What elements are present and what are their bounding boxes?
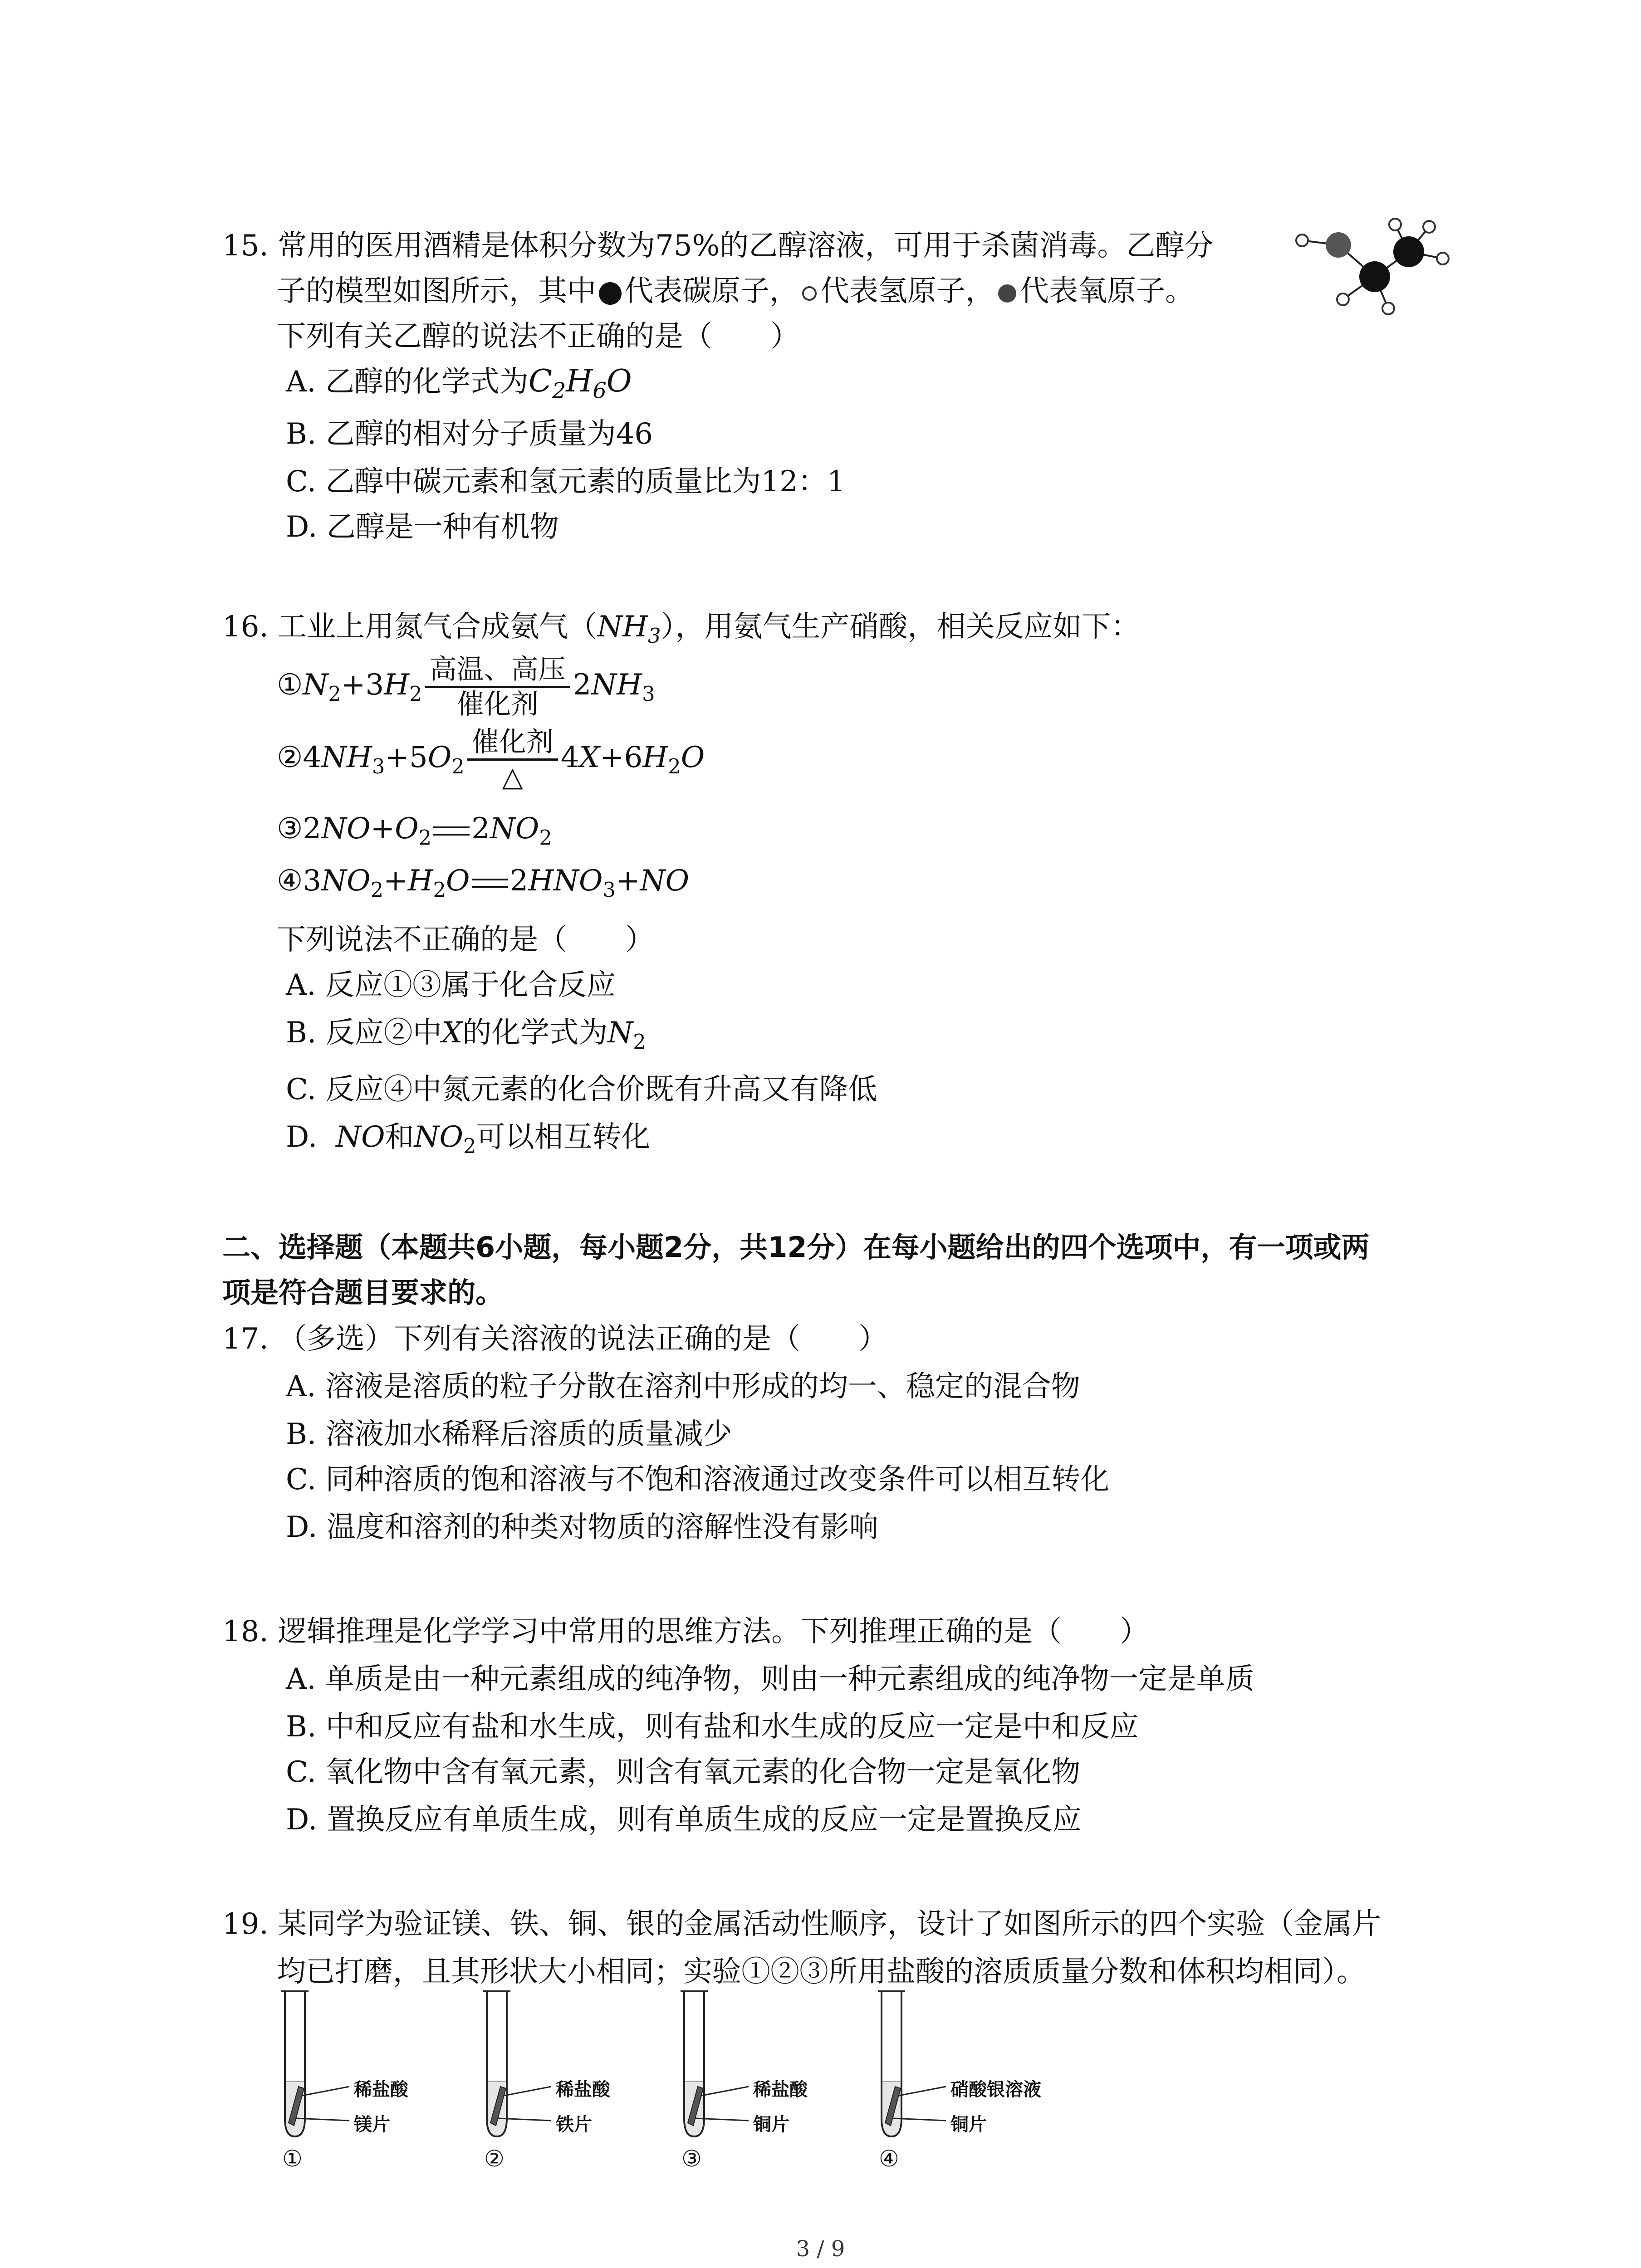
q15-line2-d: 代表氧原子。	[1020, 274, 1194, 308]
q15-line3: 下列有关乙醇的说法不正确的是（ ）	[277, 320, 799, 353]
q15-option-c: C. 乙醇中碳元素和氢元素的质量比为12：1	[286, 465, 846, 499]
test-tube-2	[474, 1987, 683, 2186]
test-tube-3	[671, 1987, 880, 2186]
section-2-heading-line1: 二、选择题（本题共6小题，每小题2分，共12分）在每小题给出的四个选项中，有一项或两	[222, 1231, 1370, 1264]
test-tube-metal-label: 铜片	[753, 2114, 789, 2135]
reaction-1-condition-bottom: 催化剂	[456, 689, 539, 720]
q16-option-a: A. 反应①③属于化合反应	[286, 968, 616, 1002]
q15-line2-b: 代表碳原子，	[624, 274, 798, 308]
test-tube-liquid-label: 硝酸银溶液	[950, 2079, 1041, 2100]
test-tube-experiments	[272, 1987, 1089, 2186]
section-2-heading-line2: 项是符合题目要求的。	[222, 1276, 504, 1309]
q18-stem: 18. 逻辑推理是化学学习中常用的思维方法。下列推理正确的是（ ）	[222, 1615, 1149, 1648]
test-tube-number: ②	[484, 2146, 505, 2172]
test-tube-number: ③	[681, 2146, 702, 2172]
q15-option-a: A. 乙醇的化学式为$C_2H_6O$	[286, 363, 632, 404]
q15-line1: 15. 常用的医用酒精是体积分数为75%的乙醇溶液，可用于杀菌消毒。乙醇分	[222, 229, 1214, 263]
test-tube-liquid-label: 稀盐酸	[556, 2079, 610, 2100]
reaction-2-condition-top: 催化剂	[471, 726, 554, 758]
q15-line2	[277, 268, 1194, 309]
q17-option-a: A. 溶液是溶质的粒子分散在溶剂中形成的均一、稳定的混合物	[286, 1370, 1080, 1403]
q18-option-d: D. 置换反应有单质生成，则有单质生成的反应一定是置换反应	[286, 1803, 1082, 1837]
q16-option-d-post: 可以相互转化	[476, 1120, 651, 1154]
carbon-atom-icon	[599, 282, 622, 305]
test-tube-metal-label: 铜片	[950, 2114, 987, 2135]
q16-option-b: B. 反应②中X的化学式为$N_2$	[286, 1016, 646, 1054]
reaction-2-condition-bottom: △	[502, 761, 523, 793]
q17-stem: 17. （多选）下列有关溶液的说法正确的是（ ）	[222, 1322, 888, 1356]
q19-line1: 19. 某同学为验证镁、铁、铜、银的金属活动性顺序，设计了如图所示的四个实验（金属片	[222, 1907, 1381, 1941]
test-tube-number: ④	[879, 2146, 899, 2172]
q16-stem: 下列说法不正确的是（ ）	[277, 923, 654, 957]
test-tube-metal-label: 镁片	[354, 2114, 390, 2135]
q15-line2-c: 代表氢原子，	[820, 274, 994, 308]
q15-option-d: D. 乙醇是一种有机物	[286, 510, 559, 544]
reaction-3: $③2NO+O_2$ $2NO_2$	[277, 812, 552, 850]
q17-option-d: D. 温度和溶剂的种类对物质的溶解性没有影响	[286, 1510, 878, 1544]
ethanol-molecule-model	[1293, 213, 1461, 322]
reaction-2: $②4NH_3+5O_2$ 催化剂 △ $4X+6H_2O$	[277, 726, 705, 793]
reaction-1-condition-top: 高温、高压	[429, 654, 566, 685]
oxygen-atom-icon	[998, 284, 1016, 303]
q15-option-a-text: A. 乙醇的化学式为	[286, 365, 529, 399]
q16-option-d: D. NO和$NO_2$可以相互转化	[286, 1120, 651, 1158]
q16-line1-b: ），用氨气生产硝酸，相关反应如下：	[661, 610, 1140, 644]
test-tube-metal-label: 铁片	[556, 2114, 592, 2135]
reaction-4: $④3NO_2+H_2O$ $2HNO_3+NO$	[277, 864, 690, 902]
q16-option-c: C. 反应④中氮元素的化合价既有升高又有降低	[286, 1073, 877, 1106]
q16-line1-a: 16. 工业上用氮气合成氨气（	[222, 610, 598, 644]
q16-option-d-mid: 和	[385, 1120, 414, 1154]
q18-option-a: A. 单质是由一种元素组成的纯净物，则由一种元素组成的纯净物一定是单质	[286, 1662, 1254, 1696]
q15-line2-a: 子的模型如图所示，其中	[277, 274, 596, 308]
page-number: 3 / 9	[796, 2236, 845, 2262]
hydrogen-atom-icon	[802, 286, 817, 301]
test-tube-1	[272, 1987, 481, 2186]
q18-option-c: C. 氧化物中含有氧元素，则含有氧元素的化合物一定是氧化物	[286, 1755, 1081, 1789]
q16-line1: 16. 工业上用氮气合成氨气$(NH_3)$，用氨气生产硝酸，相关反应如下：	[222, 610, 1140, 648]
test-tube-4	[869, 1987, 1078, 2186]
q19-line2: 均已打磨，且其形状大小相同；实验①②③所用盐酸的溶质质量分数和体积均相同）。	[277, 1955, 1366, 1989]
reaction-1: $①N_2+3H_2$ 高温、高压 催化剂 $2NH_3$	[277, 654, 655, 720]
test-tube-liquid-label: 稀盐酸	[753, 2079, 808, 2100]
q17-option-c: C. 同种溶质的饱和溶液与不饱和溶液通过改变条件可以相互转化	[286, 1463, 1110, 1496]
q17-option-b: B. 溶液加水稀释后溶质的质量减少	[286, 1418, 732, 1451]
test-tube-liquid-label: 稀盐酸	[354, 2079, 408, 2100]
q16-option-b-pre: B. 反应②中	[286, 1016, 442, 1050]
q18-option-b: B. 中和反应有盐和水生成，则有盐和水生成的反应一定是中和反应	[286, 1710, 1139, 1744]
q15-option-b: B. 乙醇的相对分子质量为46	[286, 417, 653, 451]
test-tube-number: ①	[282, 2146, 303, 2172]
q16-option-b-mid: 的化学式为	[462, 1016, 608, 1050]
